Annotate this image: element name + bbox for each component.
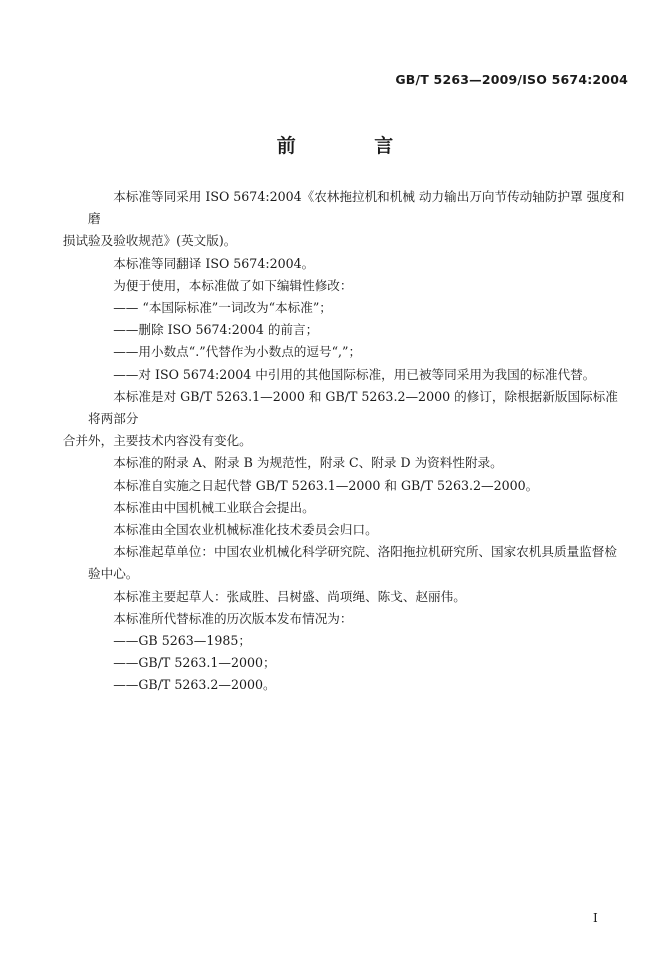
list-item-history-2: ——GB/T 5263.1—2000；: [113, 655, 276, 671]
list-item-history-1: ——GB 5263—1985；: [113, 633, 251, 649]
paragraph-history-intro: 本标准所代替标准的历次版本发布情况为：: [113, 610, 353, 626]
paragraph-replaces: 本标准自实施之日起代替 GB/T 5263.1—2000 和 GB/T 5263.2—2000。: [113, 477, 539, 493]
paragraph-annexes: 本标准的附录 A、附录 B 为规范性，附录 C、附录 D 为资料性附录。: [113, 455, 503, 471]
list-item-edit-3: ——用小数点“.”代替作为小数点的逗号“,”；: [113, 344, 362, 360]
paragraph-proposed-by: 本标准由中国机械工业联合会提出。: [113, 499, 315, 515]
foreword-body: [62, 186, 628, 697]
paragraph-revision-cont: 合并外，主要技术内容没有变化。: [62, 433, 252, 449]
paragraph-revision: 本标准是对 GB/T 5263.1—2000 和 GB/T 5263.2—2000 的修订，除根据新版国际标准将两部分: [88, 388, 618, 427]
paragraph-centralized-by: 本标准由全国农业机械标准化技术委员会归口。: [113, 522, 378, 538]
paragraph-adoption: 本标准等同采用 ISO 5674:2004《农林拖拉机和机械 动力输出万向节传动轴防护罩 强度和磨: [88, 189, 625, 227]
standard-code-header: GB/T 5263—2009/ISO 5674:2004: [395, 72, 628, 87]
paragraph-drafters: 本标准主要起草人：张咸胜、吕树盛、尚项绳、陈戈、赵丽伟。: [113, 588, 466, 604]
paragraph-drafting-units: 本标准起草单位：中国农业机械化科学研究院、洛阳拖拉机研究所、国家农机具质量监督检验中心。: [88, 544, 617, 582]
list-item-edit-2: ——删除 ISO 5674:2004 的前言；: [113, 322, 319, 338]
foreword-title: 前 言: [276, 135, 430, 157]
page-number: I: [593, 911, 598, 925]
paragraph-adoption-cont: 损试验及验收规范》(英文版)。: [62, 233, 237, 249]
list-item-history-3: ——GB/T 5263.2—2000。: [113, 677, 276, 693]
list-item-edit-4: ——对 ISO 5674:2004 中引用的其他国际标准，用已被等同采用为我国的标准代替。: [113, 366, 596, 382]
paragraph-translation: 本标准等同翻译 ISO 5674:2004。: [113, 255, 315, 271]
list-item-edit-1: —— “本国际标准”一词改为“本标准”；: [113, 300, 332, 316]
paragraph-edits-intro: 为便于使用，本标准做了如下编辑性修改：: [113, 277, 353, 293]
